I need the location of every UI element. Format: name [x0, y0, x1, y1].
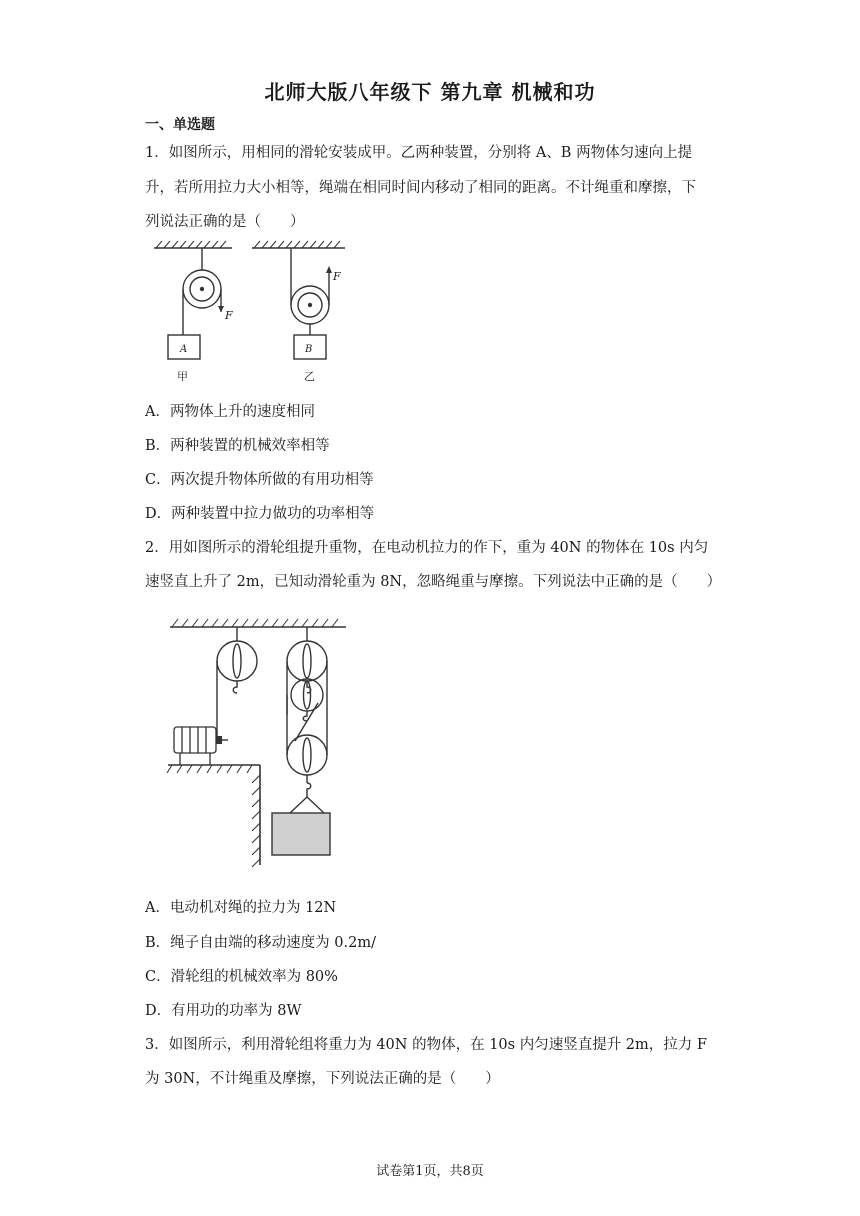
- q1-force-label-yi: F: [333, 270, 341, 283]
- q2-option-a: A．电动机对绳的拉力为 12N: [145, 900, 337, 916]
- q1-caption-yi: 乙: [304, 370, 315, 383]
- page-title: 北师大版八年级下 第九章 机械和功: [264, 80, 596, 104]
- q1-line-2: 升，若所用拉力大小相等，绳端在相同时间内移动了相同的距离。不计绳重和摩擦，下: [145, 180, 696, 196]
- q1-option-c: C．两次提升物体所做的有用功相等: [145, 472, 374, 488]
- q1-line-1: 1．如图所示，用相同的滑轮安装成甲。乙两种装置，分别将 A、B 两物体匀速向上提: [145, 145, 693, 161]
- q2-option-b: B．绳子自由端的移动速度为 0.2m/: [145, 935, 376, 951]
- q1-option-d: D．两种装置中拉力做功的功率相等: [145, 506, 375, 522]
- q1-caption-jia: 甲: [177, 370, 188, 383]
- q1-option-b: B．两种装置的机械效率相等: [145, 438, 330, 454]
- q1-option-a: A．两物体上升的速度相同: [145, 404, 315, 420]
- q3-line-1: 3．如图所示，利用滑轮组将重力为 40N 的物体，在 10s 内匀速竖直提升 2m，拉力 F: [145, 1037, 707, 1053]
- q1-force-label-jia: F: [225, 309, 233, 322]
- q2-line-2: 速竖直上升了 2m，已知动滑轮重为 8N，忽略绳重与摩擦。下列说法中正确的是（ ）: [145, 574, 722, 590]
- q1-line-3: 列说法正确的是（ ）: [145, 214, 305, 230]
- q1-block-a-label: A: [180, 344, 188, 355]
- q2-figure: [160, 615, 360, 870]
- section-heading: 一、单选题: [145, 117, 215, 133]
- q2-option-c: C．滑轮组的机械效率为 80%: [145, 969, 338, 985]
- page-footer: 试卷第1页，共8页: [376, 1164, 484, 1179]
- q2-option-d: D．有用功的功率为 8W: [145, 1003, 302, 1019]
- q1-figure: [150, 240, 350, 390]
- q3-line-2: 为 30N，不计绳重及摩擦，下列说法正确的是（ ）: [145, 1071, 500, 1087]
- q1-block-b-label: B: [305, 344, 313, 355]
- q2-line-1: 2．用如图所示的滑轮组提升重物，在电动机拉力的作下，重为 40N 的物体在 10s 内匀: [145, 540, 709, 556]
